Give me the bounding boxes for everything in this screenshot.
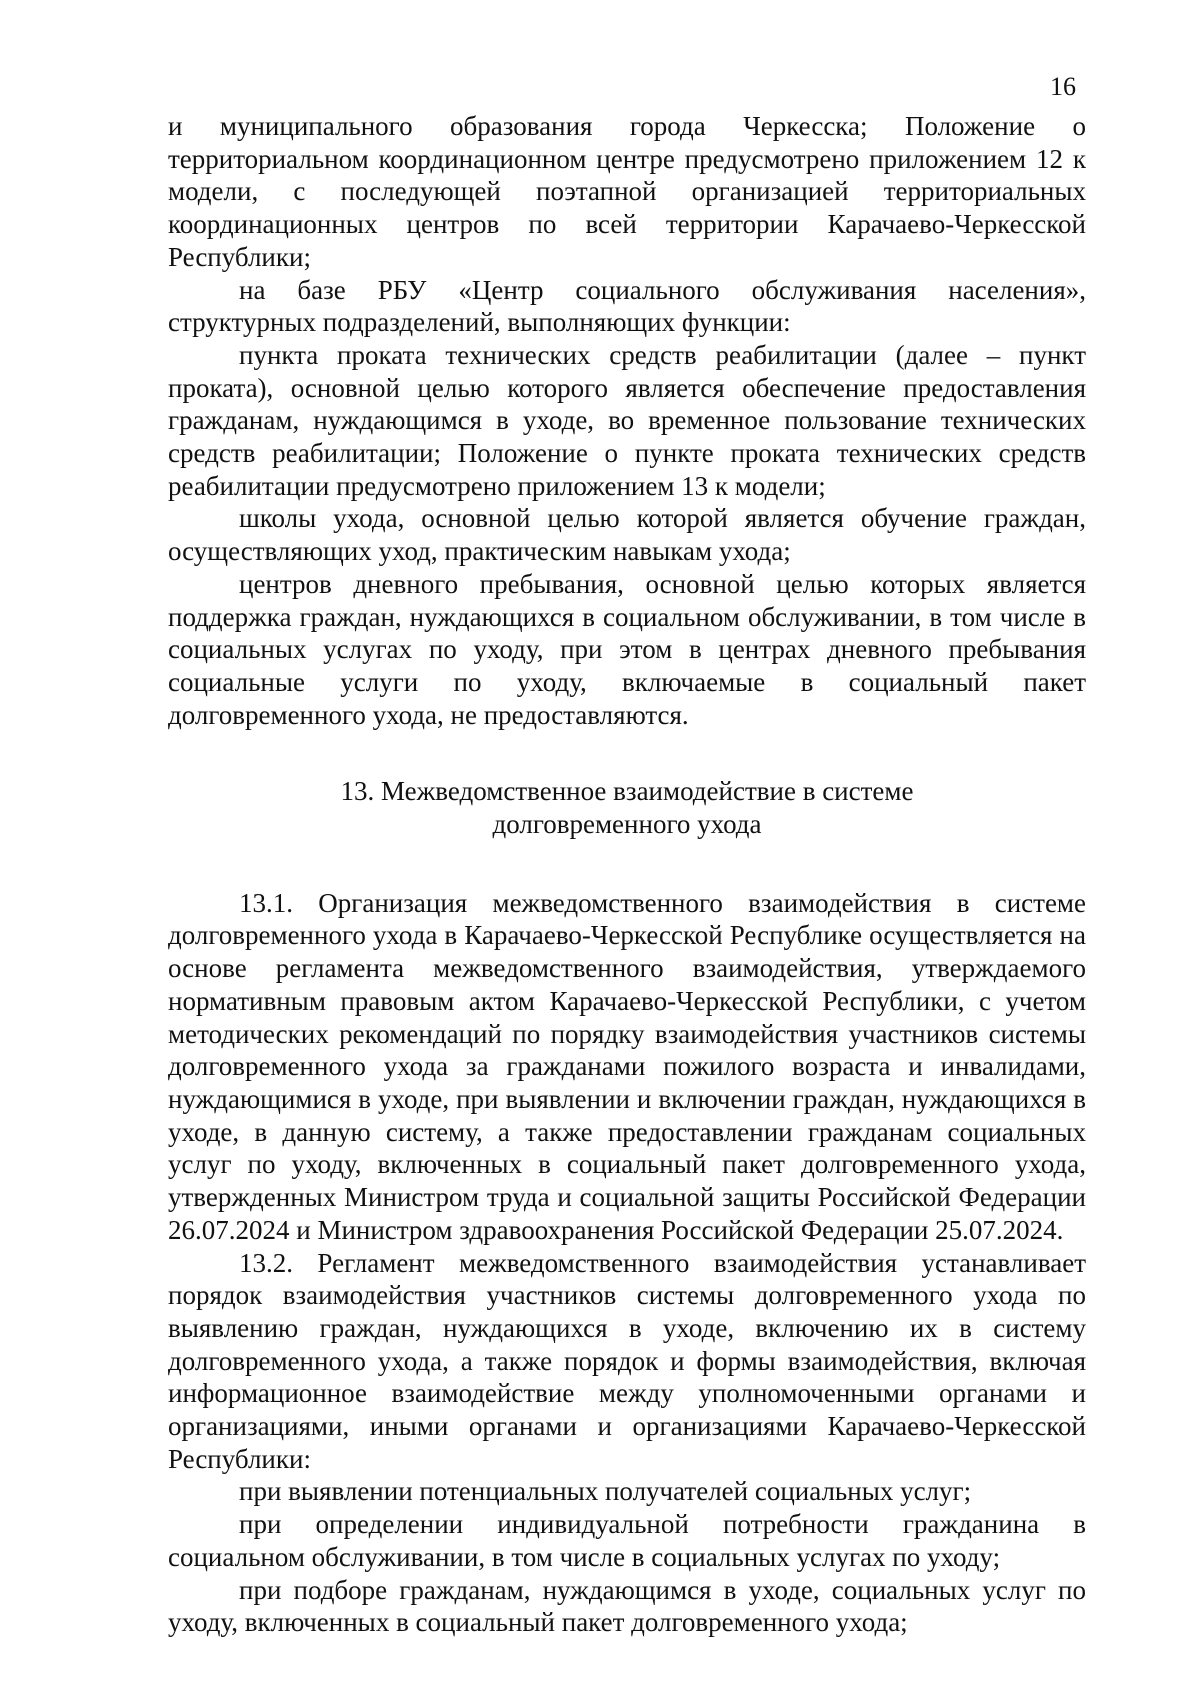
paragraph-rbu-centre: на базе РБУ «Центр социального обслуживания населения», структурных подразделений, выполняющих функции: (168, 274, 1086, 338)
list-item-service-selection: при подборе гражданам, нуждающимся в уходе, социальных услуг по уходу, включенных в социальный пакет долговременного ухода; (168, 1574, 1086, 1638)
paragraph-rental-point: пункта проката технических средств реабилитации (далее – пункт проката), основной целью которого является обеспечение предоставления гражданам, нуждающимся в уходе, во временное пользование технических средств реабилитации; Положение о пункте проката технических средств реабилитации предусмотрено приложением 13 к модели; (168, 339, 1086, 501)
paragraph-continuation: и муниципального образования города Черкесска; Положение о территориальном координационном центре предусмотрено приложением 12 к модели, с последующей поэтапной организацией территориальных координационных центров по всей территории Карачаево-Черкесской Республики; (168, 111, 1086, 272)
section-heading-line-2: долговременного ухода (492, 809, 762, 840)
paragraph-13-1: 13.1. Организация межведомственного взаимодействия в системе долговременного ухода в Карачаево-Черкесской Республике осуществляется на основе регламента межведомственного взаимодействия, утверждаемого нормативным правовым актом Карачаево-Черкесской Республики, с учетом методических рекомендаций по порядку взаимодействия участников системы долговременного ухода за гражданами пожилого возраста и инвалидами, нуждающимися в уходе, при выявлении и включении граждан, нуждающихся в уходе, в данную систему, а также предоставлении гражданам социальных услуг по уходу, включенных в социальный пакет долговременного ухода, утвержденных Министром труда и социальной защиты Российской Федерации 26.07.2024 и Министром здравоохранения Российской Федерации 25.07.2024. (168, 887, 1086, 1245)
paragraph-13-2: 13.2. Регламент межведомственного взаимодействия устанавливает порядок взаимодействия участников системы долговременного ухода по выявлению граждан, нуждающихся в уходе, включению их в систему долговременного ухода, а также порядок и формы взаимодействия, включая информационное взаимодействие между уполномоченными органами и организациями, иными органами и организациями Карачаево-Черкесской Республики: (168, 1247, 1086, 1474)
paragraph-day-centres: центров дневного пребывания, основной целью которых является поддержка граждан, нуждающихся в социальном обслуживании, в том числе в социальных услугах по уходу, при этом в центрах дневного пребывания социальные услуги по уходу, включаемые в социальный пакет долговременного ухода, не предоставляются. (168, 568, 1086, 730)
document-body (168, 110, 1086, 1639)
list-item-identification: при выявлении потенциальных получателей социальных услуг; (239, 1476, 972, 1507)
section-heading-line-1: 13. Межведомственное взаимодействие в системе (340, 776, 914, 807)
list-item-need-assessment: при определении индивидуальной потребности гражданина в социальном обслуживании, в том числе в социальных услугах по уходу; (168, 1509, 1086, 1572)
page-number: 16 (1050, 72, 1076, 101)
paragraph-care-school: школы ухода, основной целью которой является обучение граждан, осуществляющих уход, практическим навыкам ухода; (168, 503, 1086, 567)
section-heading (168, 775, 1086, 840)
